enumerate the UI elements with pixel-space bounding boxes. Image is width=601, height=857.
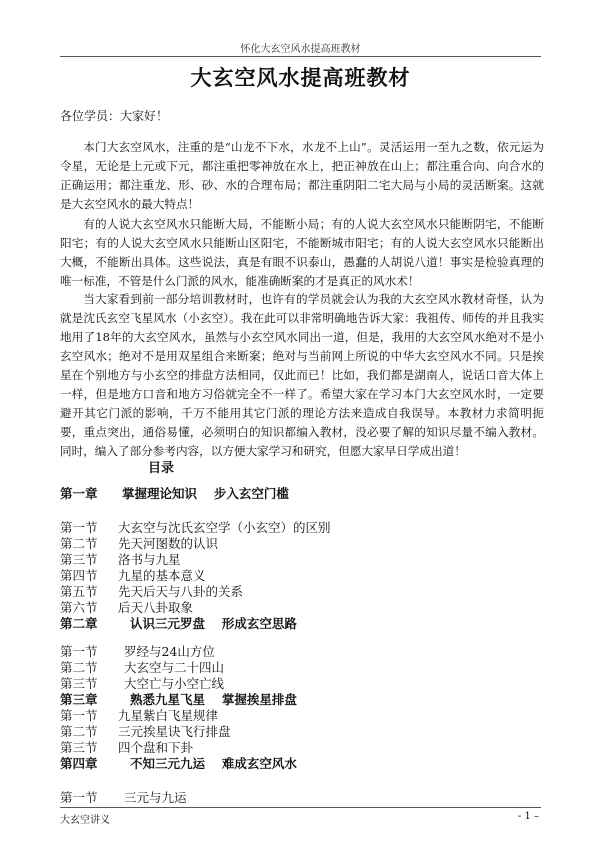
toc-number: 第五节 [60, 584, 98, 599]
document-title: 大玄空风水提高班教材 [190, 65, 411, 90]
toc-text: 大玄空与二十四山 [124, 660, 225, 675]
toc-number: 第一节 [60, 708, 98, 723]
paragraph-1: 本门大玄空风水，注重的是“山龙不下水，水龙不上山”。灵活运用一至九之数，依元运为令星，无论是上元或下元，都注重把零神放在水上，把正神放在山上；都注重合向、向合水的正确运用；都注重龙、形、砂、水的合理布局；都注重阴阳二宅大局与小局的灵活断案。这就是大玄空风水的最大特点！ [60, 140, 544, 211]
paragraph-2: 有的人说大玄空风水只能断大局，不能断小局；有的人说大玄空风水只能断阴宅，不能断阳宅；有的人说大玄空风水只能断山区阳宅，不能断城市阳宅；有的人说大玄空风水只能断出大概，不能断出具体。这些说法，真是有眼不识泰山，愚蠢的人胡说八道！事实是检验真理的唯一标准，不管是什么门派的风水，能准确断案的才是真正的风水术！ [60, 217, 544, 288]
toc-number: 第一节 [60, 644, 98, 659]
page-header: 怀化大玄空风水提高班教材 [240, 44, 361, 55]
toc-title: 目录 [148, 461, 175, 476]
toc-text: 掌握理论知识 步入玄空门槛 [122, 486, 289, 501]
toc-number: 第三节 [60, 740, 98, 755]
toc-text: 罗经与24山方位 [124, 644, 215, 659]
toc-number: 第一章 [60, 486, 98, 501]
header-rule [60, 56, 541, 57]
toc-number: 第二节 [60, 724, 98, 739]
page-number: - 1 – [517, 811, 539, 822]
toc-number: 第二节 [60, 660, 98, 675]
toc-text: 先天后天与八卦的关系 [118, 584, 244, 599]
toc-number: 第三节 [60, 552, 98, 567]
toc-text: 先天河图数的认识 [118, 536, 219, 551]
toc-number: 第一节 [60, 520, 98, 535]
toc-number: 第六节 [60, 600, 98, 615]
footer-rule [60, 807, 541, 808]
toc-text: 熟悉九星飞星 掌握挨星排盘 [130, 692, 297, 707]
toc-text: 大玄空与沈氏玄空学（小玄空）的区别 [118, 520, 331, 535]
toc-number: 第二章 [60, 616, 98, 631]
toc-text: 九星的基本意义 [118, 568, 206, 583]
toc-text: 四个盘和下卦 [118, 740, 194, 755]
toc-text: 大空亡与小空亡线 [124, 676, 225, 691]
salutation: 各位学员：大家好！ [60, 109, 169, 123]
toc-number: 第四节 [60, 568, 98, 583]
toc-text: 后天八卦取象 [118, 600, 194, 615]
toc-text: 三元与九运 [124, 790, 187, 805]
footer-left: 大玄空讲义 [60, 815, 110, 826]
toc-number: 第四章 [60, 756, 98, 771]
toc-text: 九星紫白飞星规律 [118, 708, 219, 723]
toc-number: 第三节 [60, 676, 98, 691]
toc-text: 三元挨星诀飞行排盘 [118, 724, 231, 739]
toc-number: 第一节 [60, 790, 98, 805]
toc-text: 不知三元九运 难成玄空风水 [130, 756, 297, 771]
toc-number: 第二节 [60, 536, 98, 551]
toc-number: 第三章 [60, 692, 98, 707]
toc-text: 洛书与九星 [118, 552, 181, 567]
paragraph-3: 当大家看到前一部分培训教材时，也许有的学员就会认为我的大玄空风水教材奇怪，认为就是沈氏玄空飞星风水（小玄空）。我在此可以非常明确地告诉大家：我祖传、师传的并且我实地用了18年的大玄空风水，虽然与小玄空风水同出一道，但是，我用的大玄空风水绝对不是小玄空风水；绝对不是用双星组合来断案；绝对与当前网上所说的中华大玄空风水不同。只是挨星在个别地方与小玄空的排盘方法相同，仅此而已！比如，我们都是湖南人，说话口音大体上一样，但是地方口音和地方习俗就完全不一样了。希望大家在学习本门大玄空风水时，一定要避开其它门派的影响，千万不能用其它门派的理论方法来造成自我误导。本教材力求简明扼要，重点突出，通俗易懂，必须明白的知识都编入教材，没必要了解的知识尽量不编入教材。同时，编入了部分参考内容，以方便大家学习和研究，但愿大家早日学成出道！ [60, 292, 544, 458]
toc-text: 认识三元罗盘 形成玄空思路 [130, 616, 297, 631]
